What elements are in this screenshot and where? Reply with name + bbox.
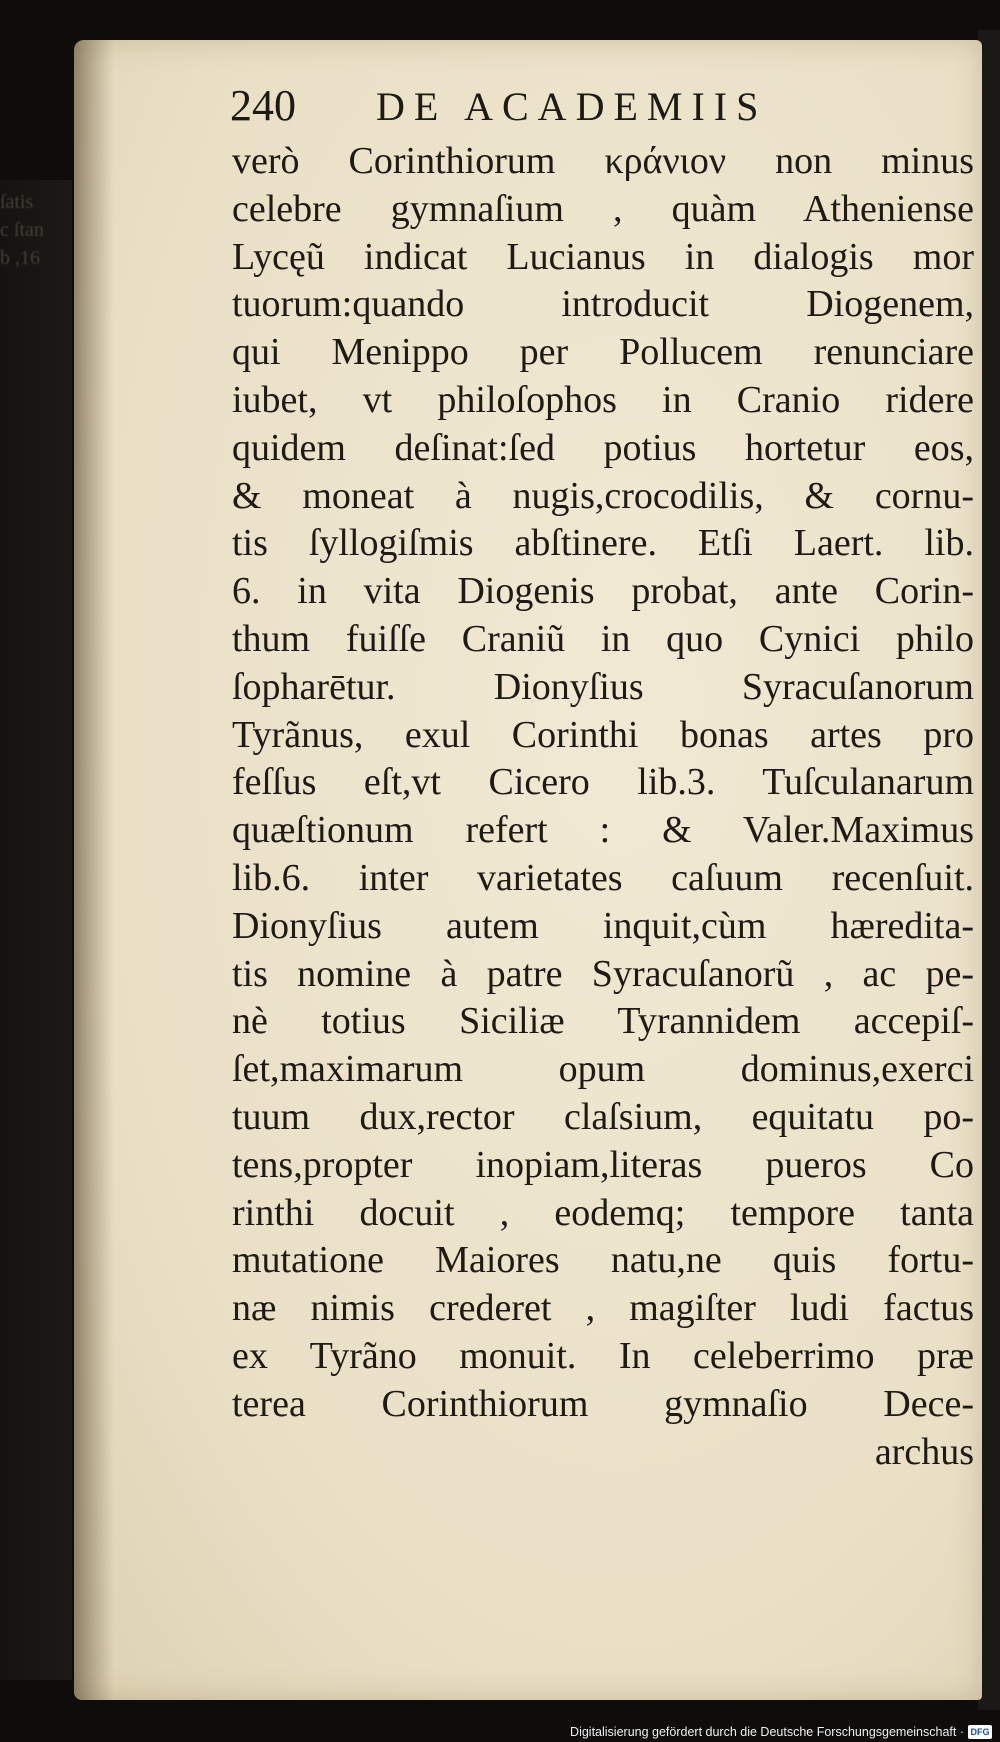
text-line: Dionyſius autem inquit,cùm hæredita- [232,904,974,947]
text-line: tis ſyllogiſmis abſtinere. Etſi Laert. lib. [232,522,974,565]
text-line: iubet, vt philoſophos in Cranio ridere [232,378,974,421]
body-text [232,138,974,1476]
text-line: ſopharētur. Dionyſius Syracuſanorum [232,665,974,708]
text-line: verò Corinthiorum κράνιον non minus [232,140,974,182]
previous-page-bleed-text [0,188,74,278]
running-head: DE ACADEMIIS [376,84,768,129]
dfg-logo: DFG [968,1725,992,1739]
text-line: tuorum:quando introducit Diogenem, [232,283,974,326]
bleed-line: c ſtan [0,219,44,241]
text-line: mutatione Maiores natu,ne quis fortu- [232,1239,974,1282]
text-line: ſet,maximarum opum dominus,exerci [232,1048,974,1091]
text-line: Lycęũ indicat Lucianus in dialogis mor [232,235,974,278]
previous-page-edge [0,180,72,1680]
text-line: tuum dux,rector claſsium, equitatu po- [232,1095,974,1138]
spine-shadow [74,40,114,1700]
text-line: terea Corinthiorum gymnaſio Dece- [232,1382,974,1425]
bleed-line: ſatis [0,191,34,213]
text-line: tens,propter inopiam,literas pueros Co [232,1143,974,1186]
text-line: qui Menippo per Pollucem renunciare [232,331,974,374]
text-line: quæſtionum refert : & Valer.Maximus [232,809,974,852]
text-line: & moneat à nugis,crocodilis, & cornu- [232,474,974,517]
text-line: 6. in vita Diogenis probat, ante Corin- [232,570,974,613]
digitization-credit: Digitalisierung gefördert durch die Deutsche Forschungsgemeinschaft · [570,1725,964,1739]
text-line: næ nimis crederet , magiſter ludi factus [232,1287,974,1330]
show-through-ink [520,1655,680,1685]
text-line: ex Tyrãno monuit. In celeberrimo præ [232,1334,974,1377]
text-line: quidem deſinat:ſed potius hortetur eos, [232,426,974,469]
bleed-line: b ,16 [0,247,40,269]
page-number: 240 [230,81,296,130]
text-line: lib.6. inter varietates caſuum recenſuit. [232,856,974,899]
text-line: nè totius Siciliæ Tyrannidem accepiſ- [232,1000,974,1043]
page-header [230,78,870,134]
catchword: archus [874,1430,974,1473]
text-line: thum fuiſſe Craniũ in quo Cynici philo [232,617,974,660]
text-line: tis nomine à patre Syracuſanorũ , ac pe- [232,952,974,995]
text-line: rinthi docuit , eodemq; tempore tanta [232,1191,974,1234]
text-line: celebre gymnaſium , quàm Atheniense [232,187,974,230]
text-line: Tyrãnus, exul Corinthi bonas artes pro [232,713,974,756]
text-line: feſſus eſt,vt Cicero lib.3. Tuſculanarum [232,761,974,804]
